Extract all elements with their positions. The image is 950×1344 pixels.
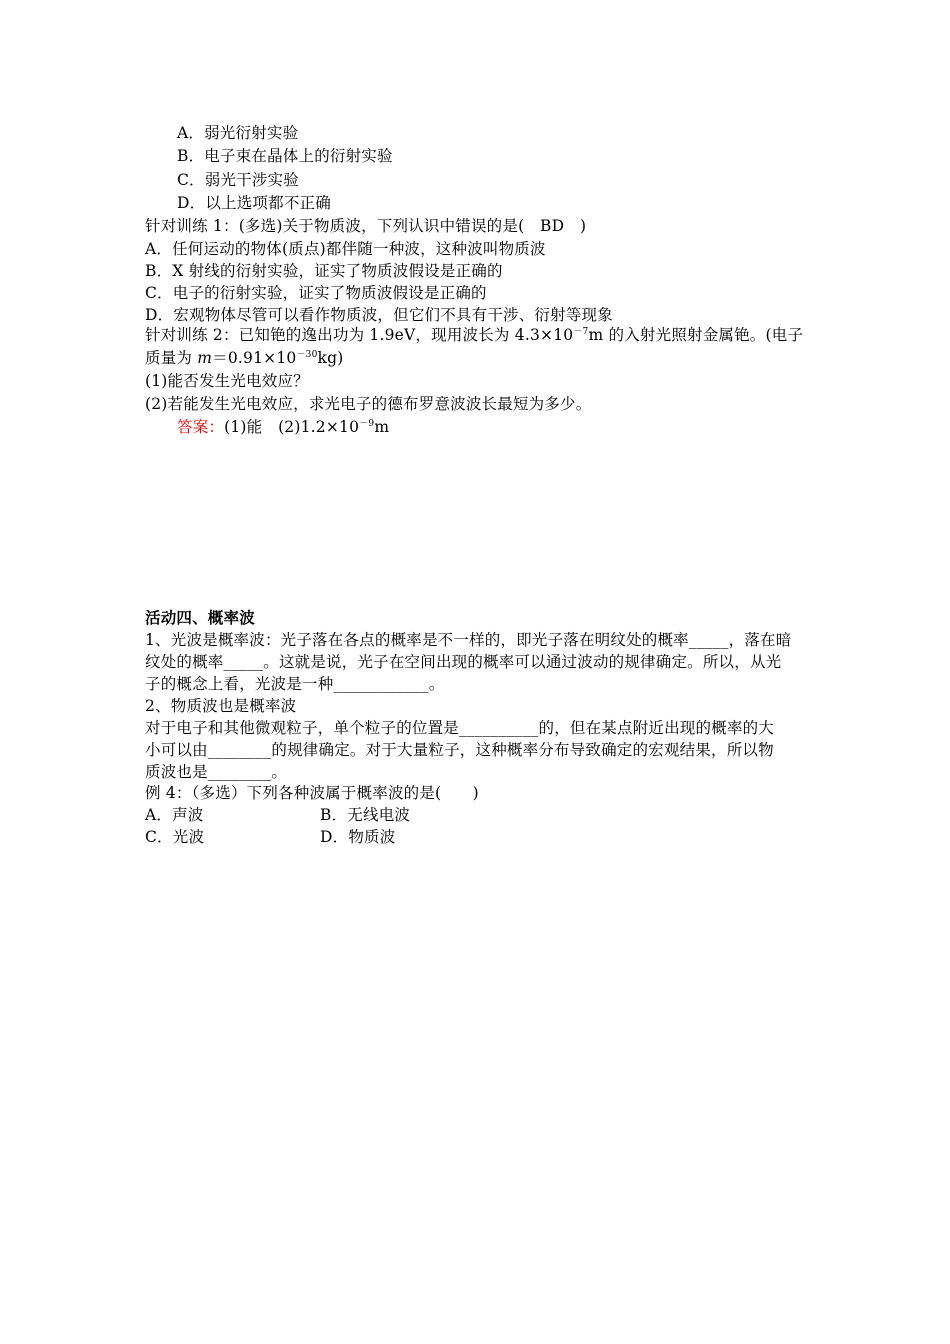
training2-question2: (2)若能发生光电效应，求光电子的德布罗意波波长最短为多少。 xyxy=(145,395,592,413)
training2-line1-text-a: 针对训练 2：已知铯的逸出功为 1.9eV，现用波长为 4.3×10 xyxy=(145,326,574,344)
example4-option-c: C．光波 xyxy=(145,828,205,846)
example4-option-row2 xyxy=(145,826,396,848)
training2-mass-symbol: m xyxy=(197,349,213,367)
answer-text-b: m xyxy=(374,418,390,436)
training2-line2-exponent: －30 xyxy=(296,350,318,360)
training2-line2-text-a: 质量为 xyxy=(145,349,198,367)
training2-line2-text-c: kg) xyxy=(317,349,344,367)
activity4-p1-line1: 1、光波是概率波：光子落在各点的概率是不一样的，即光子落在明纹处的概率_____，落在暗 xyxy=(145,631,792,649)
example4-option-b: B．无线电波 xyxy=(320,806,411,824)
answer-label: 答案： xyxy=(177,418,225,436)
activity4-p2-line1: 对于电子和其他微观粒子，单个粒子的位置是__________的，但在某点附近出现的概率的大 xyxy=(145,719,775,737)
activity4-p2-line2: 小可以由________的规律确定。对于大量粒子，这种概率分布导致确定的宏观结果，所以物 xyxy=(145,741,774,759)
training2-line2-text-b: ＝0.91×10 xyxy=(212,349,297,367)
activity4-p2-line3: 质波也是________。 xyxy=(145,763,288,781)
option-d-top: D．以上选项都不正确 xyxy=(177,194,331,212)
option-b-top: B．电子束在晶体上的衍射实验 xyxy=(177,147,393,165)
example4-option-a: A．声波 xyxy=(145,806,204,824)
option-a-top: A．弱光衍射实验 xyxy=(177,124,299,142)
activity4-p1-line3: 子的概念上看，光波是一种____________。 xyxy=(145,675,445,693)
example4-option-row1 xyxy=(145,804,411,826)
example4-stem: 例 4：（多选）下列各种波属于概率波的是( ) xyxy=(145,784,479,802)
activity4-p2-title: 2、物质波也是概率波 xyxy=(145,697,297,715)
activity4-heading: 活动四、概率波 xyxy=(145,608,255,627)
training2-line1-text-b: m 的入射光照射金属铯。(电子 xyxy=(588,326,804,344)
example4-option-d: D．物质波 xyxy=(320,828,396,846)
training2-line1-exponent: －7 xyxy=(573,327,589,337)
training2-line2 xyxy=(145,347,344,369)
answer-exponent: －9 xyxy=(359,419,375,429)
training2-answer xyxy=(177,416,389,438)
training1-option-d: D．宏观物体尽管可以看作物质波，但它们不具有干涉、衍射等现象 xyxy=(145,306,613,324)
option-c-top: C．弱光干涉实验 xyxy=(177,171,299,189)
training2-line1 xyxy=(145,324,803,346)
activity4-p1-line2: 纹处的概率_____。这就是说，光子在空间出现的概率可以通过波动的规律确定。所以，从光 xyxy=(145,653,782,671)
training1-stem: 针对训练 1：(多选)关于物质波，下列认识中错误的是( BD ) xyxy=(145,217,587,235)
training1-option-b: B．X 射线的衍射实验，证实了物质波假设是正确的 xyxy=(145,262,503,280)
training2-question1: (1)能否发生光电效应？ xyxy=(145,372,309,390)
training1-option-a: A．任何运动的物体(质点)都伴随一种波，这种波叫物质波 xyxy=(145,240,546,258)
answer-text-a: (1)能 (2)1.2×10 xyxy=(224,418,360,436)
training1-option-c: C．电子的衍射实验，证实了物质波假设是正确的 xyxy=(145,284,487,302)
